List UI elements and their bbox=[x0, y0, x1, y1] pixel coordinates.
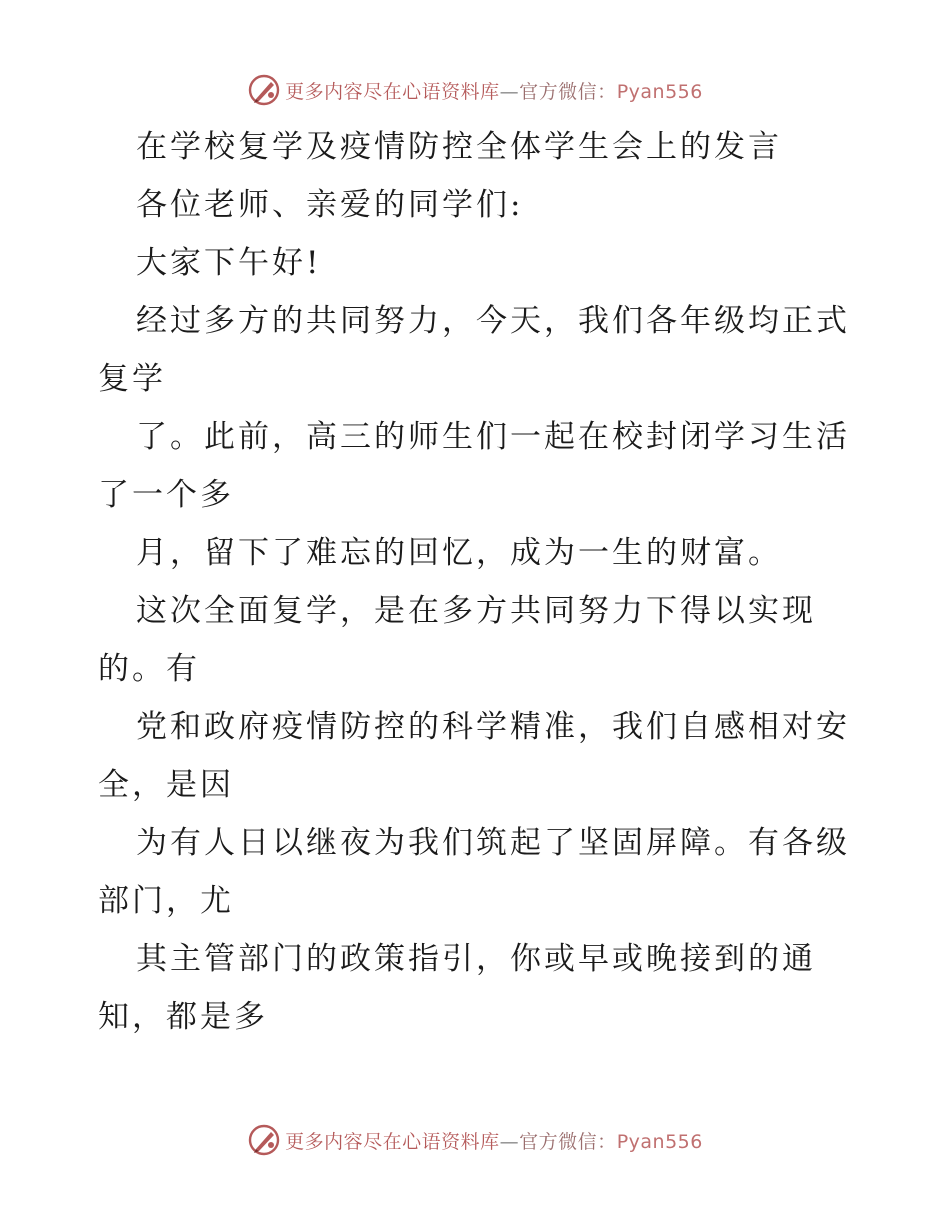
footer-banner bbox=[0, 1120, 950, 1160]
text-line: 了一个多 bbox=[98, 477, 234, 513]
site-name: 更多内容尽在心语资料库 bbox=[285, 1130, 500, 1153]
text-line: 为有人日以继夜为我们筑起了坚固屏障。有各级 bbox=[136, 825, 850, 861]
text-line: 其主管部门的政策指引，你或早或晚接到的通 bbox=[136, 941, 816, 977]
wechat-id: Pyan556 bbox=[616, 80, 703, 103]
text-line: 各位老师、亲爱的同学们: bbox=[136, 187, 524, 223]
quill-pen-logo-icon bbox=[247, 73, 281, 107]
banner-separator: — bbox=[499, 1130, 520, 1153]
text-line: 的。有 bbox=[98, 651, 200, 687]
header-banner bbox=[0, 70, 950, 110]
text-line: 经过多方的共同努力，今天，我们各年级均正式 bbox=[136, 303, 850, 339]
banner-text bbox=[285, 1127, 703, 1154]
text-line: 全，是因 bbox=[98, 767, 234, 803]
wechat-label: 官方微信： bbox=[519, 80, 617, 103]
text-line: 了。此前，高三的师生们一起在校封闭学习生活 bbox=[136, 419, 850, 455]
banner-separator: — bbox=[499, 80, 520, 103]
banner-text bbox=[285, 77, 703, 104]
text-line: 在学校复学及疫情防控全体学生会上的发言 bbox=[136, 129, 782, 165]
wechat-label: 官方微信： bbox=[519, 1130, 617, 1153]
text-line: 党和政府疫情防控的科学精准，我们自感相对安 bbox=[136, 709, 850, 745]
text-line: 大家下午好! bbox=[136, 245, 322, 281]
document-body bbox=[98, 118, 868, 1046]
text-line: 这次全面复学，是在多方共同努力下得以实现 bbox=[136, 593, 816, 629]
quill-pen-logo-icon bbox=[247, 1123, 281, 1157]
wechat-id: Pyan556 bbox=[616, 1130, 703, 1153]
text-line: 月，留下了难忘的回忆，成为一生的财富。 bbox=[136, 535, 782, 571]
text-line: 部门，尤 bbox=[98, 883, 234, 919]
text-line: 知，都是多 bbox=[98, 999, 268, 1035]
text-line: 复学 bbox=[98, 361, 166, 397]
site-name: 更多内容尽在心语资料库 bbox=[285, 80, 500, 103]
